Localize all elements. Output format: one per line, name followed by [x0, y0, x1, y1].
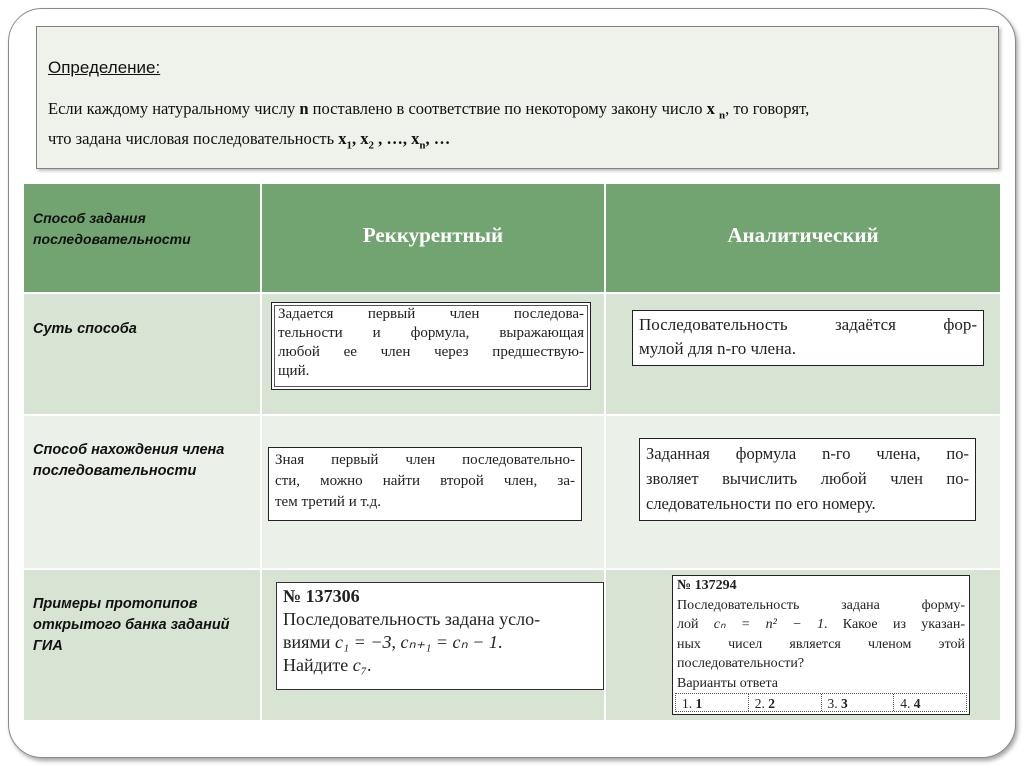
task-number: № 137294 [677, 578, 737, 593]
header-recurrent-cell [262, 184, 604, 292]
def-seq-sub2: 2 [368, 139, 375, 152]
answer-options [675, 693, 967, 712]
def-seq-sub1: 1 [346, 139, 353, 152]
option-value: 1 [695, 696, 703, 711]
text-line: Последовательность задаётся фор- [639, 315, 977, 334]
def-seq-x2: , x [352, 129, 369, 149]
definition-title: Определение: [48, 58, 161, 77]
text-line: зволяет вычислить любой член по- [646, 469, 969, 488]
def-seq-end: , … [425, 129, 451, 149]
text-line: Заданная формула n-го члена, по- [646, 444, 969, 463]
header-analytic: Аналитический [727, 223, 879, 247]
definition-text [48, 97, 983, 158]
option-number: 4. [900, 696, 911, 711]
text-line: любой ее член через предшествую- [278, 344, 584, 360]
def-line1-mid: поставлено в соответствие по некоторому закону число [308, 99, 707, 118]
def-line1-pre: Если каждому натуральному числу [48, 99, 300, 118]
option-number: 2. [754, 696, 765, 711]
def-xn-sub: n [719, 109, 726, 122]
row3-recurrent-task [276, 582, 604, 690]
row2-analytic-text [639, 438, 976, 521]
def-line1-post: , то говорят, [725, 99, 810, 118]
answer-option [676, 694, 749, 711]
math-condition-2: cₙ₊₁ = cₙ − 1 [400, 632, 498, 652]
methods-table [24, 184, 1000, 720]
row1-recurrent-cell [262, 294, 604, 414]
text-line: тельности и формула, выражающая [278, 325, 584, 341]
row1-label: Суть способа [33, 321, 137, 337]
text-line: тем третий и т.д. [275, 494, 382, 510]
text-line: щий. [278, 363, 310, 379]
header-label: Способ задания последовательности [33, 210, 191, 247]
row1-recurrent-text [271, 302, 591, 390]
task-number: № 137306 [283, 586, 360, 606]
option-number: 1. [682, 696, 693, 711]
def-xn-base: x [706, 99, 715, 118]
text-fragment: . [497, 632, 503, 652]
text-line: Задается первый член последова- [278, 306, 584, 322]
text-line [283, 631, 597, 654]
text-line: последовательности? [677, 656, 805, 671]
row2-recurrent-text [268, 447, 582, 521]
def-line2-pre: что задана числовая последовательность [48, 129, 339, 149]
row3-label: Примеры протопипов открытого банка заданий ГИА [33, 596, 230, 654]
answers-label: Варианты ответа [677, 675, 778, 691]
row2-label: Способ нахождения члена последовательности [33, 442, 225, 479]
text-fragment: . [367, 655, 372, 675]
header-recurrent: Реккурентный [362, 223, 504, 247]
text-fragment: лой [677, 617, 714, 632]
text-line: мулой для n-го члена. [639, 339, 796, 358]
header-label-cell [24, 184, 260, 292]
text-line [677, 615, 965, 635]
row1-analytic-cell [606, 294, 1000, 414]
text-fragment: . Какое из указан- [823, 617, 965, 632]
def-seq-xn: , …, x [374, 129, 420, 149]
text-line: Зная первый член последовательно- [275, 452, 575, 468]
def-n: n [299, 99, 309, 118]
row2-analytic-cell [606, 416, 1000, 568]
text-line: Последовательность задана усло- [283, 609, 541, 629]
math-formula: cₙ = n² − 1 [713, 617, 824, 632]
row3-analytic-task [672, 575, 970, 715]
row3-analytic-cell [606, 570, 1000, 720]
text-fragment: виями [283, 632, 335, 652]
math-target: c₇ [352, 655, 368, 675]
math-condition-1: c₁ = −3 [334, 632, 392, 652]
text-line: Последовательность задана форму- [677, 597, 965, 613]
row3-recurrent-cell [262, 570, 604, 720]
row2-recurrent-cell [262, 416, 604, 568]
option-number: 3. [827, 696, 838, 711]
row2-label-cell [24, 416, 260, 568]
row1-analytic-text [632, 310, 984, 366]
option-value: 2 [768, 696, 775, 711]
answer-option [749, 694, 822, 711]
def-seq-subn: n [419, 139, 426, 152]
option-value: 4 [913, 696, 921, 711]
text-fragment: , [391, 632, 401, 652]
row1-label-cell [24, 294, 260, 414]
header-analytic-cell [606, 184, 1000, 292]
answer-option [894, 694, 966, 711]
definition-box [36, 26, 999, 169]
text-line [283, 654, 597, 677]
text-line: ных чисел является членом этой [677, 636, 965, 652]
option-value: 3 [841, 696, 848, 711]
row3-label-cell [24, 570, 260, 720]
text-fragment: Найдите [283, 655, 353, 675]
text-line: следовательности по его номеру. [646, 494, 876, 513]
def-seq-x1: x [338, 129, 347, 149]
text-line: сти, можно найти второй член, за- [275, 473, 575, 489]
answer-option [822, 694, 895, 711]
